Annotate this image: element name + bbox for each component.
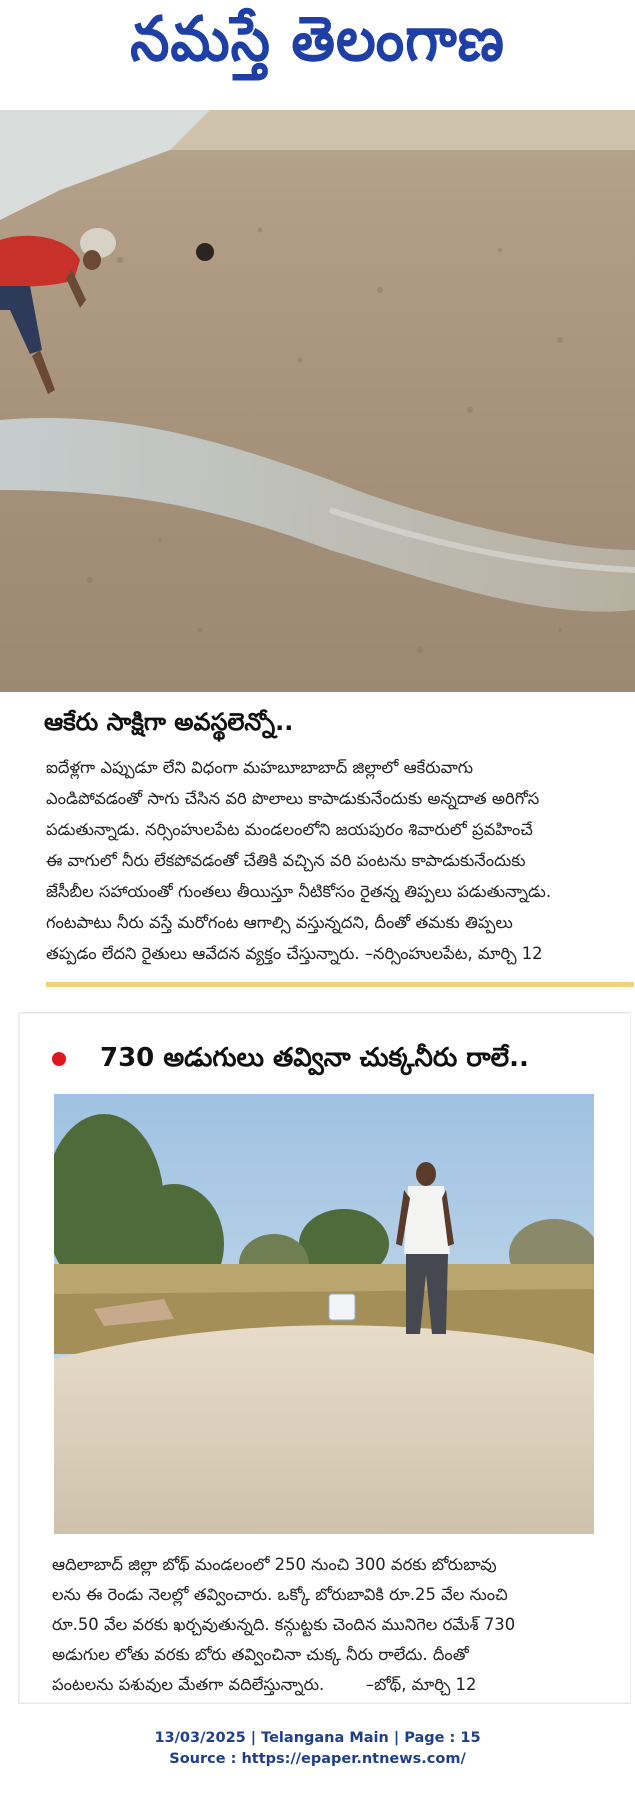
body-line: ఈ వాగులో నీరు లేకపోవడంతో చేతికి వచ్చిన వరి పంటను కాపాడుకునేందుకు [46, 851, 526, 870]
story1-photo [0, 110, 635, 692]
source-link[interactable]: Source : https://epaper.ntnews.com/ [169, 1751, 466, 1767]
body-line: రూ.50 వేల వరకు ఖర్చవుతున్నది. కన్గుట్టకు చెందిన మునిగెల రమేశ్ 730 [52, 1615, 516, 1634]
story2-headline: 730 అడుగులు తవ్వినా చుక్కనీరు రాలే.. [100, 1043, 529, 1073]
story1-body [46, 752, 626, 969]
body-line: ఎండిపోవడంతో సాగు చేసిన వరి పొలాలు కాపాడుకునేందుకు అన్నదాత అరిగోస [46, 789, 540, 808]
page-footer [0, 1728, 635, 1770]
body-line: ఆదిలాబాద్ జిల్లా బోథ్ మండలంలో 250 నుంచి 300 వరకు బోరుబావు [52, 1555, 497, 1574]
body-line: అడుగుల లోతు వరకు బోరు తవ్వించినా చుక్క నీరు రాలేదు. దీంతో [52, 1645, 469, 1664]
story2-body [52, 1550, 612, 1700]
body-line: పడుతున్నాడు. నర్సింహులపేట మండలంలోని జయపురం శివారులో ప్రవహించే [46, 820, 533, 839]
body-line: గంటపాటు నీరు వస్తే మరోగంట ఆగాల్సి వస్తున్నదని, దీంతో తమకు తిప్పలు [46, 913, 513, 932]
body-line: పంటలను పశువుల మేతగా వదిలేస్తున్నారు. –బోథ్, మార్చి 12 [52, 1675, 477, 1694]
story2-photo [54, 1094, 594, 1534]
body-line: లను ఈ రెండు నెలల్లో తవ్వించారు. ఒక్కో బోరుబావికి రూ.25 వేల నుంచి [52, 1585, 508, 1604]
edition-info: 13/03/2025 | Telangana Main | Page : 15 [154, 1730, 481, 1746]
red-dot-icon [52, 1052, 66, 1066]
body-line: తప్పడం లేదని రైతులు ఆవేదన వ్యక్తం చేస్తున్నారు. –నర్సింహులపేట, మార్చి 12 [46, 944, 543, 963]
newspaper-title: నమస్తే తెలంగాణ [130, 4, 505, 76]
body-line: ఐదేళ్లగా ఎప్పుడూ లేని విధంగా మహబూబాబాద్ జిల్లాలో ఆకేరువాగు [46, 758, 474, 777]
divider-rule [46, 982, 634, 987]
masthead [0, 0, 635, 95]
body-line: జేసీబీల సహాయంతో గుంతలు తీయిస్తూ నీటికోసం రైతన్న తిప్పలు పడుతున్నాడు. [46, 882, 552, 901]
story1-headline: ఆకేరు సాక్షిగా అవస్థలెన్నో.. [44, 708, 294, 736]
